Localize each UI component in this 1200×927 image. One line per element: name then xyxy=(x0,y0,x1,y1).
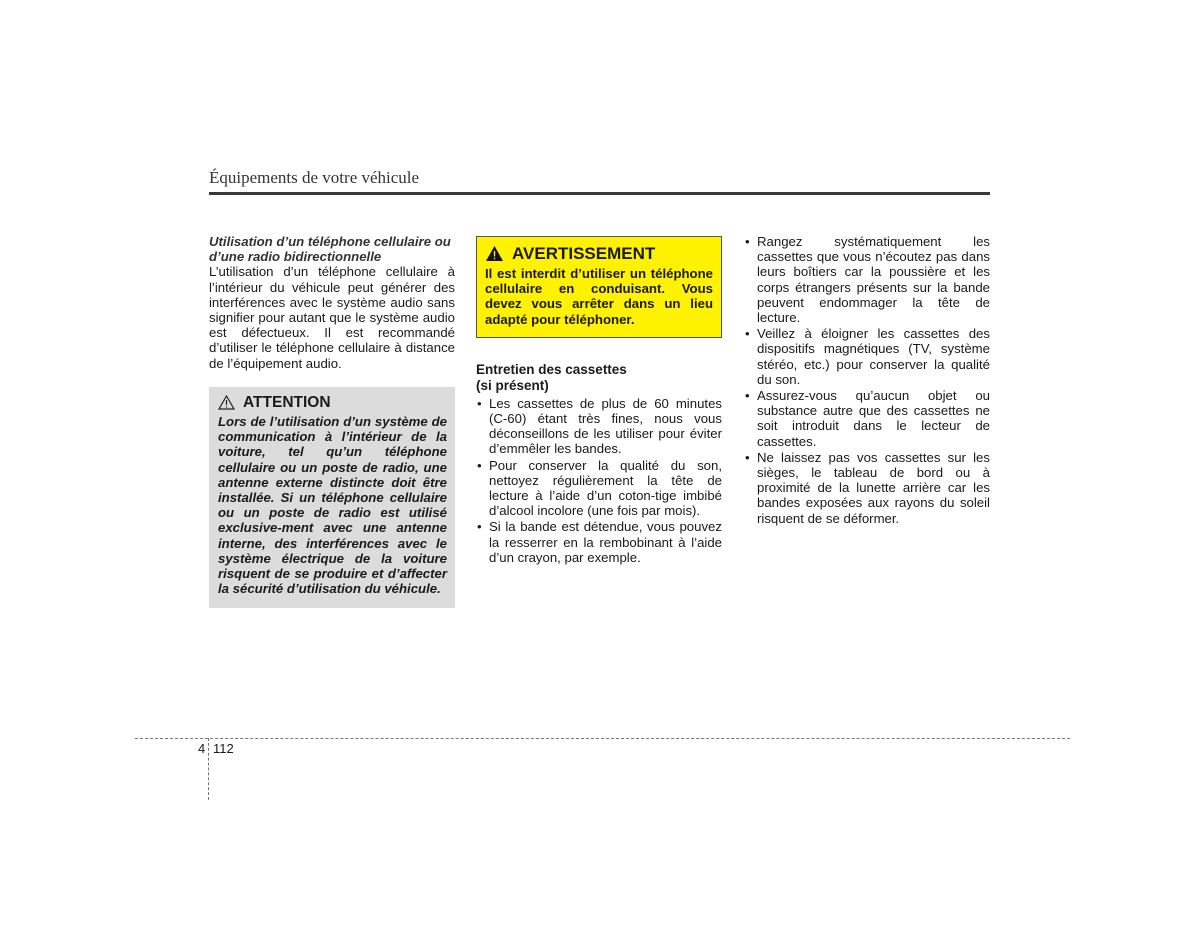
cassette-storage-list xyxy=(744,234,990,526)
cassette-care-heading-line1: Entretien des cassettes xyxy=(476,361,627,377)
attention-box xyxy=(209,387,455,609)
list-item: • Les cassettes de plus de 60 minutes (C-60) étant très fines, nous vous déconseillons de les utiliser pour éviter d’emmêler les bandes. xyxy=(476,396,722,457)
column-3 xyxy=(744,234,990,527)
list-item: • Rangez systématiquement les cassettes que vous n’écoutez pas dans leurs boîtiers car la poussière et les corps étrangers présents sur la bande peuvent endommager la tête de lecture. xyxy=(744,234,990,325)
warning-box xyxy=(476,236,722,338)
page-header-title: Équipements de votre véhicule xyxy=(209,168,420,187)
cassette-care-heading xyxy=(476,362,722,394)
header-rule xyxy=(209,192,990,195)
list-item: • Ne laissez pas vos cassettes sur les sièges, le tableau de bord ou à proximité de la lunette arrière car les bandes exposées aux rayons du soleil risquent de se déformer. xyxy=(744,450,990,526)
attention-title-row xyxy=(218,395,447,410)
cassette-care-list xyxy=(476,396,722,565)
subheading-cellphone: Utilisation d’un téléphone cellulaire ou d’une radio bidirectionnelle xyxy=(209,234,451,265)
caution-triangle-icon xyxy=(218,395,235,410)
cellphone-paragraph: L’utilisation d’un téléphone cellulaire à l’intérieur du véhicule peut générer des interférences avec le système audio sans signifier pour autant que le système audio est défectueux. Il est recommandé d’utiliser le téléphone cellulaire à distance de l’équipement audio. xyxy=(209,264,455,371)
warning-title: AVERTISSEMENT xyxy=(512,243,656,263)
footer-rule xyxy=(135,738,1070,739)
column-1 xyxy=(209,234,455,608)
list-item: • Veillez à éloigner les cassettes des dispositifs magnétiques (TV, système stéréo, etc.) pour conserver la qualité du son. xyxy=(744,326,990,387)
attention-title: ATTENTION xyxy=(243,393,331,411)
column-2 xyxy=(476,234,722,566)
warning-body: Il est interdit d’utiliser un téléphone cellulaire en conduisant. Vous devez vous arrêter dans un lieu adapté pour téléphoner. xyxy=(485,266,713,327)
attention-body: Lors de l’utilisation d’un système de communication à l’intérieur de la voiture, tel qu’un téléphone cellulaire ou un poste de radio, une antenne externe distincte doit être installée. Si un téléphone cellulaire ou un poste de radio est utilisé exclusive-ment avec une antenne interne, des interférences avec le système électrique de la voiture risquent de se produire et d’affecter la sécurité d’utilisation du véhicule. xyxy=(218,414,447,597)
list-item: • Si la bande est détendue, vous pouvez la resserrer en la rembobinant à l’aide d’un crayon, par exemple. xyxy=(476,519,722,565)
chapter-number: 4 xyxy=(198,741,206,756)
list-item: • Assurez-vous qu’aucun objet ou substance autre que des cassettes ne soit introduit dans le lecteur de cassettes. xyxy=(744,388,990,449)
page-number: 112 xyxy=(213,741,234,756)
warning-title-row xyxy=(485,245,713,262)
warning-triangle-icon xyxy=(485,245,504,262)
cassette-care-heading-line2: (si présent) xyxy=(476,377,549,393)
footer-divider xyxy=(208,738,209,800)
list-item: • Pour conserver la qualité du son, nettoyez régulièrement la tête de lecture à l’aide d’un coton-tige imbibé d’alcool incolore (une fois par mois). xyxy=(476,458,722,519)
